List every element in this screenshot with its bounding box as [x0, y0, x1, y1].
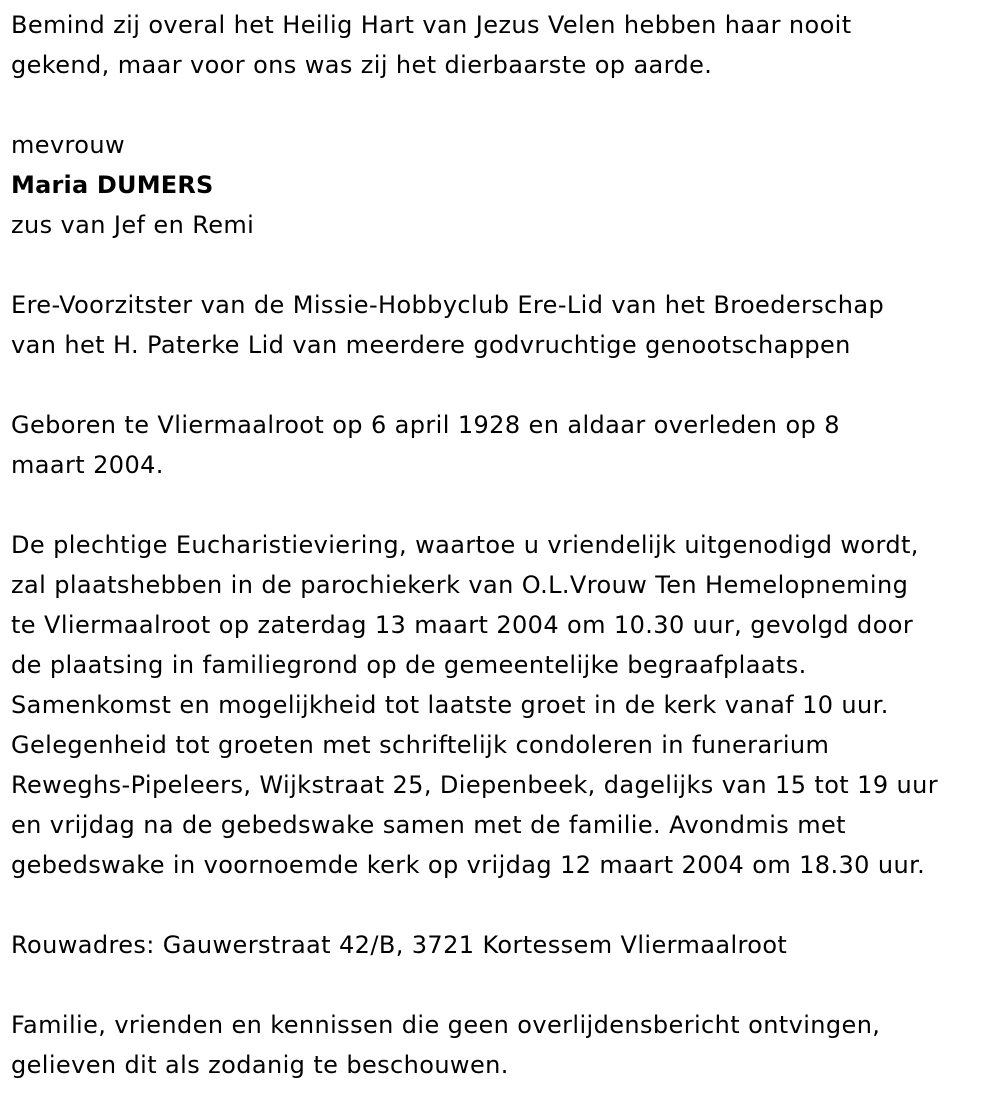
person-name: Maria DUMERS: [11, 171, 214, 199]
spacer: [11, 885, 1000, 925]
closing-line-2: gelieven dit als zodanig te beschouwen.: [11, 1051, 509, 1079]
ceremony-line: Samenkomst en mogelijkheid tot laatste groet in de kerk vanaf 10 uur.: [11, 691, 889, 719]
person-relation: zus van Jef en Remi: [11, 211, 255, 239]
ceremony-line: de plaatsing in familiegrond op de gemeentelijke begraafplaats.: [11, 651, 807, 679]
intro-line-2: gekend, maar voor ons was zij het dierbaarste op aarde.: [11, 51, 713, 79]
ceremony-line: Gelegenheid tot groeten met schriftelijk condoleren in funerarium: [11, 731, 830, 759]
dates-line-1: Geboren te Vliermaalroot op 6 april 1928 en aldaar overleden op 8: [11, 411, 840, 439]
spacer: [11, 485, 1000, 525]
mourning-address: Rouwadres: Gauwerstraat 42/B, 3721 Kortessem Vliermaalroot: [11, 931, 788, 959]
intro-line-1: Bemind zij overal het Heilig Hart van Jezus Velen hebben haar nooit: [11, 11, 852, 39]
closing-line-1: Familie, vrienden en kennissen die geen overlijdensbericht ontvingen,: [11, 1011, 881, 1039]
honors-line-1: Ere-Voorzitster van de Missie-Hobbyclub Ere-Lid van het Broederschap: [11, 291, 885, 319]
ceremony-line: zal plaatshebben in de parochiekerk van O.L.Vrouw Ten Hemelopneming: [11, 571, 909, 599]
person-title: mevrouw: [11, 131, 126, 159]
ceremony-line: en vrijdag na de gebedswake samen met de familie. Avondmis met: [11, 811, 846, 839]
honors-line-2: van het H. Paterke Lid van meerdere godvruchtige genootschappen: [11, 331, 851, 359]
ceremony-line: te Vliermaalroot op zaterdag 13 maart 2004 om 10.30 uur, gevolgd door: [11, 611, 914, 639]
ceremony-line: gebedswake in voornoemde kerk op vrijdag 12 maart 2004 om 18.30 uur.: [11, 851, 926, 879]
spacer: [11, 245, 1000, 285]
ceremony-line: Reweghs-Pipeleers, Wijkstraat 25, Diepenbeek, dagelijks van 15 tot 19 uur: [11, 771, 939, 799]
ceremony-line: De plechtige Eucharistieviering, waartoe u vriendelijk uitgenodigd wordt,: [11, 531, 919, 559]
dates-line-2: maart 2004.: [11, 451, 164, 479]
spacer: [11, 85, 1000, 125]
spacer: [11, 365, 1000, 405]
spacer: [11, 965, 1000, 1005]
